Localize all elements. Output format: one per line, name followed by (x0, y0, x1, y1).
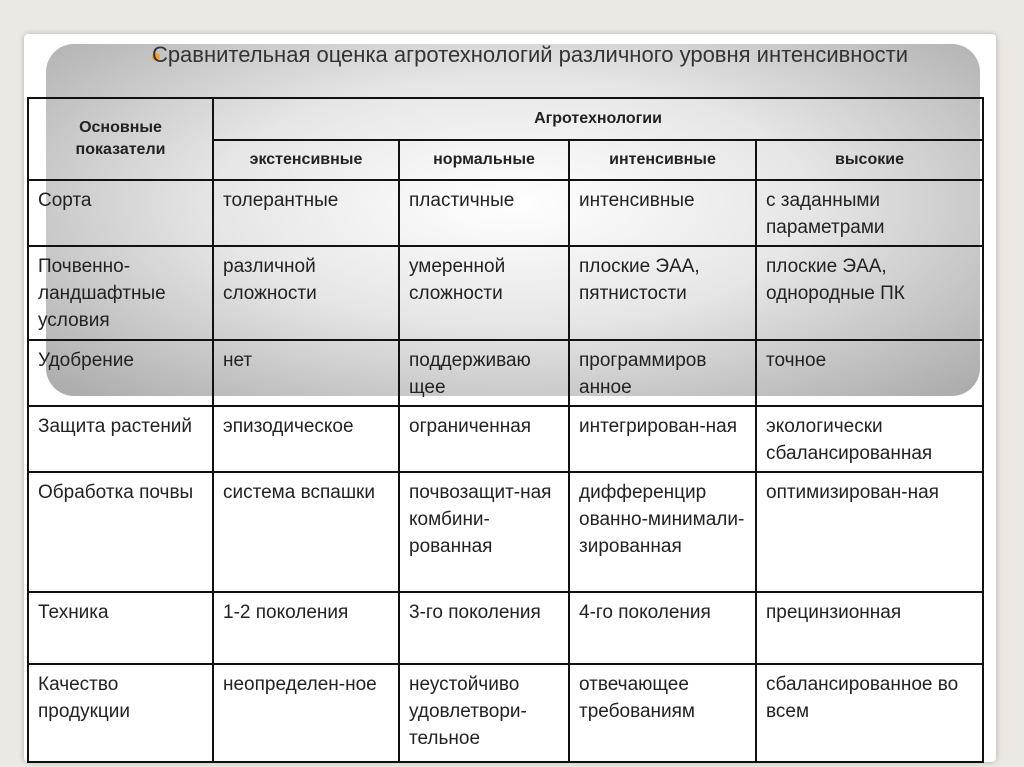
row-label: Удобрение (28, 340, 213, 406)
table-cell: точное (756, 340, 983, 406)
table-cell: дифференцир ованно-минимали-зированная (569, 472, 756, 592)
table-row (28, 592, 983, 664)
table-cell: неопределен-ное (213, 664, 399, 762)
table-cell: сбалансированное во всем (756, 664, 983, 762)
row-label: Обработка почвы (28, 472, 213, 592)
comparison-table (27, 97, 984, 763)
row-label: Сорта (28, 180, 213, 246)
table-cell: 4-го поколения (569, 592, 756, 664)
row-label: Защита растений (28, 406, 213, 472)
table-cell: интенсивные (569, 180, 756, 246)
table-cell: экологически сбалансированная (756, 406, 983, 472)
table-cell: 3-го поколения (399, 592, 569, 664)
header-indicators: Основные показатели (28, 98, 213, 180)
table-cell: эпизодическое (213, 406, 399, 472)
table-cell: программиров анное (569, 340, 756, 406)
table-cell: умеренной сложности (399, 246, 569, 340)
header-agrotech-group: Агротехнологии (213, 98, 983, 140)
table-row (28, 406, 983, 472)
table-row (28, 664, 983, 762)
row-label: Техника (28, 592, 213, 664)
table-row (28, 246, 983, 340)
table-cell: пластичные (399, 180, 569, 246)
row-label: Почвенно-ландшафтные условия (28, 246, 213, 340)
table-cell: 1-2 поколения (213, 592, 399, 664)
header-col-normal: нормальные (399, 140, 569, 180)
table-cell: почвозащит-ная комбини-рованная (399, 472, 569, 592)
table-cell: различной сложности (213, 246, 399, 340)
table-cell: ограниченная (399, 406, 569, 472)
header-col-extensive: экстенсивные (213, 140, 399, 180)
table-cell: прецинзионная (756, 592, 983, 664)
table-cell: плоские ЭАА, однородные ПК (756, 246, 983, 340)
table-row (28, 472, 983, 592)
table-row (28, 180, 983, 246)
table-row (28, 340, 983, 406)
table-cell: с заданными параметрами (756, 180, 983, 246)
table-cell: плоские ЭАА, пятнистости (569, 246, 756, 340)
header-col-intensive: интенсивные (569, 140, 756, 180)
table-cell: неустойчиво удовлетвори-тельное (399, 664, 569, 762)
table-cell: оптимизирован-ная (756, 472, 983, 592)
slide-title: Сравнительная оценка агротехнологий различного уровня интенсивности (151, 42, 909, 67)
row-label: Качество продукции (28, 664, 213, 762)
header-col-high: высокие (756, 140, 983, 180)
table-cell: система вспашки (213, 472, 399, 592)
table-cell: интегрирован-ная (569, 406, 756, 472)
table-cell: толерантные (213, 180, 399, 246)
table-cell: отвечающее требованиям (569, 664, 756, 762)
table-cell: нет (213, 340, 399, 406)
table-cell: поддерживаю щее (399, 340, 569, 406)
